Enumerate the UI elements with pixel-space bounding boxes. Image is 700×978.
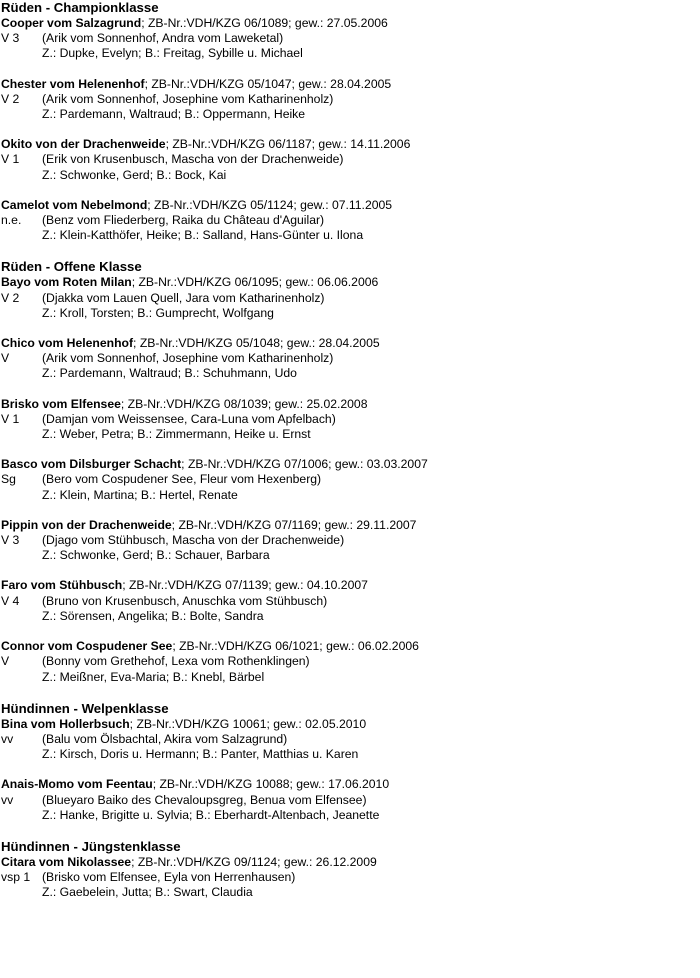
dog-registration: ; ZB-Nr.:VDH/KZG 08/1039; gew.: 25.02.2008 [120,396,368,411]
dog-header-line [1,457,697,472]
dog-entry [1,457,697,503]
dog-grade: V 3 [1,31,20,46]
dog-grade-line [1,594,697,609]
dog-entry [1,518,697,564]
section [1,259,697,684]
dog-header-line [1,518,697,533]
dog-registration: ; ZB-Nr.:VDH/KZG 07/1169; gew.: 29.11.2007 [171,517,417,532]
dog-registration: ; ZB-Nr.:VDH/KZG 07/1139; gew.: 04.10.2007 [122,578,368,593]
dog-grade: vv [1,731,14,746]
dog-entry [1,198,697,244]
dog-name: Brisko vom Elfensee [1,396,121,411]
dog-header-line [1,16,697,31]
dog-breeder-owner: Z.: Weber, Petra; B.: Zimmermann, Heike u. Ernst [42,427,311,442]
section [1,839,697,901]
dog-grade-line [1,533,697,548]
dog-parents: (Benz vom Fliederberg, Raika du Château d'Aguilar) [42,213,325,228]
dog-header-line [1,639,697,654]
dog-entry [1,717,697,763]
dog-grade: V 2 [1,290,20,305]
dog-name: Pippin von der Drachenweide [1,517,172,532]
dog-header-line [1,717,697,732]
dog-registration: ; ZB-Nr.:VDH/KZG 10061; gew.: 02.05.2010 [129,716,367,731]
dog-parents: (Djago vom Stühbusch, Mascha von der Drachenweide) [42,533,345,548]
dog-header-line [1,137,697,152]
dog-parents: (Djakka vom Lauen Quell, Jara vom Katharinenholz) [42,290,325,305]
dog-name: Chico vom Helenenhof [1,336,134,351]
dog-grade: n.e. [1,213,22,228]
dog-name: Camelot vom Nebelmond [1,197,148,212]
dog-entry [1,777,697,823]
dog-parents: (Bonny vom Grethehof, Lexa vom Rothenklingen) [42,654,310,669]
dog-breeder-owner: Z.: Schwonke, Gerd; B.: Schauer, Barbara [42,548,270,563]
dog-registration: ; ZB-Nr.:VDH/KZG 05/1048; gew.: 28.04.2005 [133,336,380,351]
dog-entry [1,137,697,183]
dog-grade-line [1,92,697,107]
dog-parents: (Damjan vom Weissensee, Cara-Luna vom Apfelbach) [42,411,336,426]
dog-breeder-owner: Z.: Meißner, Eva-Maria; B.: Knebl, Bärbel [42,669,265,684]
dog-breeder-owner: Z.: Dupke, Evelyn; B.: Freitag, Sybille u. Michael [42,46,303,61]
dog-breeder-owner: Z.: Schwonke, Gerd; B.: Bock, Kai [42,167,227,182]
dog-breeder-owner: Z.: Kroll, Torsten; B.: Gumprecht, Wolfgang [42,305,274,320]
section-title: Rüden - Offene Klasse [1,259,142,275]
dog-entry [1,639,697,685]
dog-grade: Sg [1,472,16,487]
dog-grade-line [1,152,697,167]
dog-grade: V 1 [1,152,20,167]
dog-header-line [1,336,697,351]
dog-header-line [1,275,697,290]
dog-registration: ; ZB-Nr.:VDH/KZG 10088; gew.: 17.06.2010 [152,777,390,792]
dog-name: Basco vom Dilsburger Schacht [1,457,182,472]
dog-parents: (Erik von Krusenbusch, Mascha von der Drachenweide) [42,152,344,167]
dog-grade-line [1,870,697,885]
dog-entry [1,336,697,382]
dog-grade-line [1,793,697,808]
dog-breeder-owner: Z.: Kirsch, Doris u. Hermann; B.: Panter, Matthias u. Karen [42,747,359,762]
dog-parents: (Balu vom Ölsbachtal, Akira vom Salzagrund) [42,731,288,746]
section-title: Rüden - Championklasse [1,0,159,15]
dog-grade: V [1,351,10,366]
dog-parents: (Blueyaro Baiko des Chevaloupsgreg, Benua vom Elfensee) [42,792,367,807]
dog-name: Chester vom Helenenhof [1,76,145,91]
dog-registration: ; ZB-Nr.:VDH/KZG 06/1187; gew.: 14.11.2006 [165,137,411,152]
section [1,0,697,243]
dog-grade-line [1,213,697,228]
dog-grade: V 3 [1,533,20,548]
dog-entry [1,275,697,321]
dog-parents: (Arik vom Sonnenhof, Andra vom Laweketal) [42,31,284,46]
dog-name: Faro vom Stühbusch [1,578,123,593]
dog-entry [1,855,697,901]
dog-grade: vsp 1 [1,870,31,885]
dog-header-line [1,578,697,593]
dog-parents: (Bero vom Cospudener See, Fleur vom Hexenberg) [42,472,322,487]
dog-name: Connor vom Cospudener See [1,639,173,654]
dog-grade-line [1,472,697,487]
dog-name: Okito von der Drachenweide [1,137,166,152]
dog-parents: (Brisko vom Elfensee, Eyla von Herrenhausen) [42,870,296,885]
dog-registration: ; ZB-Nr.:VDH/KZG 05/1047; gew.: 28.04.2005 [144,76,392,91]
dog-name: Citara vom Nikolassee [1,854,132,869]
dog-registration: ; ZB-Nr.:VDH/KZG 06/1021; gew.: 06.02.2006 [172,639,419,654]
dog-header-line [1,198,697,213]
dog-breeder-owner: Z.: Sörensen, Angelika; B.: Bolte, Sandra [42,608,264,623]
dog-entry [1,578,697,624]
dog-header-line [1,855,697,870]
dog-name: Anais-Momo vom Feentau [1,777,153,792]
dog-breeder-owner: Z.: Gaebelein, Jutta; B.: Swart, Claudia [42,885,253,900]
dog-grade-line [1,732,697,747]
dog-name: Bayo vom Roten Milan [1,275,132,290]
section-title: Hündinnen - Welpenklasse [1,700,169,716]
dog-grade-line [1,31,697,46]
dog-name: Bina vom Hollerbsuch [1,716,130,731]
dog-name: Cooper vom Salzagrund [1,16,142,30]
dog-header-line [1,777,697,792]
dog-grade: vv [1,792,14,807]
dog-entry [1,397,697,443]
dog-breeder-owner: Z.: Pardemann, Waltraud; B.: Oppermann, Heike [42,107,306,122]
dog-parents: (Arik vom Sonnenhof, Josephine vom Katharinenholz) [42,91,334,106]
dog-breeder-owner: Z.: Pardemann, Waltraud; B.: Schuhmann, Udo [42,366,297,381]
dog-grade-line [1,291,697,306]
dog-breeder-owner: Z.: Hanke, Brigitte u. Sylvia; B.: Eberhardt-Altenbach, Jeanette [42,807,380,822]
dog-registration: ; ZB-Nr.:VDH/KZG 09/1124; gew.: 26.12.2009 [131,854,377,869]
dog-breeder-owner: Z.: Klein, Martina; B.: Hertel, Renate [42,487,238,502]
section-title: Hündinnen - Jüngstenklasse [1,838,181,854]
dog-header-line [1,397,697,412]
dog-entry [1,16,697,62]
dog-grade-line [1,412,697,427]
dog-grade: V [1,654,10,669]
dog-parents: (Bruno von Krusenbusch, Anuschka vom Stühbusch) [42,593,328,608]
dog-grade: V 2 [1,91,20,106]
results-document [1,0,697,916]
dog-grade: V 1 [1,411,20,426]
dog-registration: ; ZB-Nr.:VDH/KZG 05/1124; gew.: 07.11.2005 [147,197,393,212]
dog-entry [1,77,697,123]
dog-grade-line [1,351,697,366]
dog-parents: (Arik vom Sonnenhof, Josephine vom Katharinenholz) [42,351,334,366]
dog-registration: ; ZB-Nr.:VDH/KZG 07/1006; gew.: 03.03.2007 [181,457,428,472]
dog-grade: V 4 [1,593,20,608]
dog-header-line [1,77,697,92]
dog-grade-line [1,654,697,669]
dog-registration: ; ZB-Nr.:VDH/KZG 06/1089; gew.: 27.05.2006 [141,16,388,30]
dog-breeder-owner: Z.: Klein-Katthöfer, Heike; B.: Salland, Hans-Günter u. Ilona [42,228,364,243]
section [1,701,697,823]
dog-registration: ; ZB-Nr.:VDH/KZG 06/1095; gew.: 06.06.2006 [131,275,379,290]
